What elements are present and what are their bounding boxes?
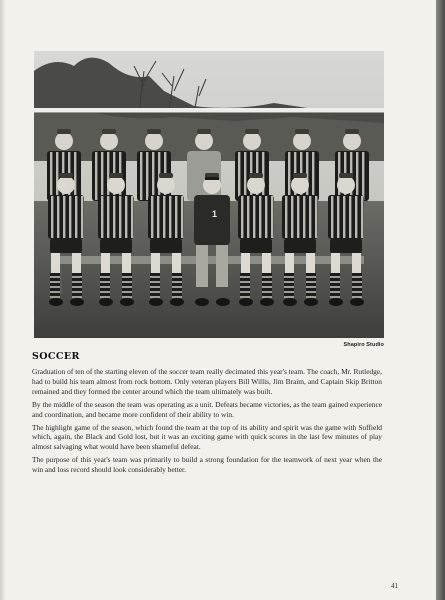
page-edge <box>436 0 445 600</box>
paragraph-2: By the middle of the season the team was operating as a unit. Defeats became victories, as the team gained experience and coordination, and became more confident of their ability to win. <box>32 399 382 419</box>
jersey-number: 1 <box>212 209 218 219</box>
page-binding <box>0 0 6 600</box>
paragraph-4: The purpose of this year's team was primarily to build a strong foundation for the teamwork of next year when the win and loss record should look considerably better. <box>32 455 382 475</box>
section-heading: SOCCER <box>32 351 80 362</box>
team-photo <box>34 51 384 338</box>
photo-credit: Shapiro Studio <box>343 342 384 348</box>
article-body <box>32 367 382 478</box>
paragraph-1: Graduation of ten of the starting eleven of the soccer team really decimated this year's team. The coach, Mr. Rutledge, had to build his team almost from rock bottom. Only veteran players Bill Willis, Jim Braim, and Captain Skip Britton remained and they formed the center around which the team ultimately was built. <box>32 367 382 396</box>
page-number: 41 <box>391 582 398 590</box>
paragraph-3: The highlight game of the season, which found the team at the top of its ability and spirit was the game with Suffield which, again, the Black and Gold lost, but it was an exciting game with quick scores in the last few minutes of play almost salvaging what would have been shameful defeat. <box>32 422 382 452</box>
